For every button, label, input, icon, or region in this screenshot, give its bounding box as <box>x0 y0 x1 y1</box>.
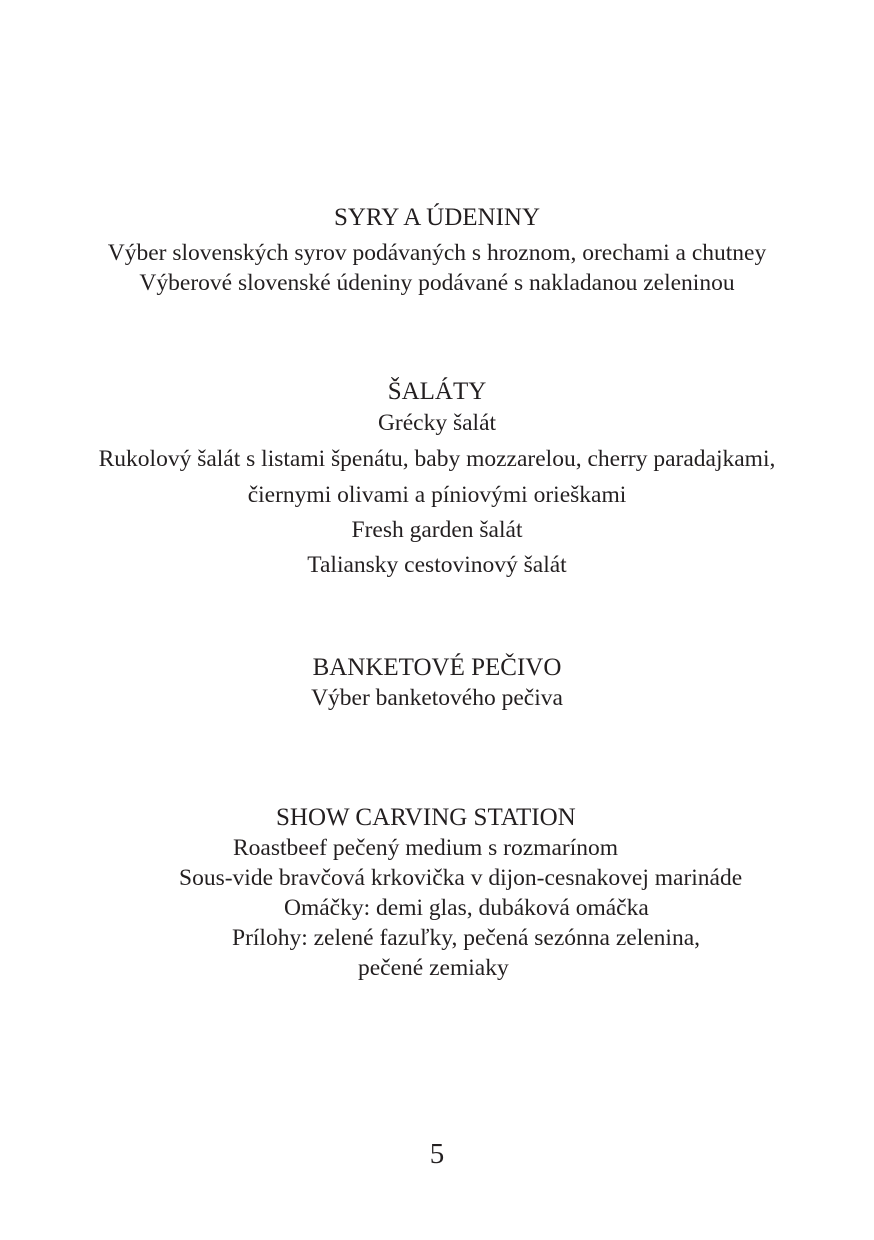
page-number: 5 <box>429 1138 445 1170</box>
section-heading-salaty: ŠALÁTY <box>387 378 487 405</box>
menu-item: Výberové slovenské údeniny podávané s nakladanou zeleninou <box>139 270 735 296</box>
menu-item: Výber banketového pečiva <box>311 685 563 711</box>
menu-item: Fresh garden šalát <box>351 517 523 543</box>
menu-item: Prílohy: zelené fazuľky, pečená sezónna zelenina, <box>232 925 701 951</box>
section-heading-syry: SYRY A ÚDENINY <box>333 204 541 231</box>
menu-item: pečené zemiaky <box>358 955 509 981</box>
menu-item: Roastbeef pečený medium s rozmarínom <box>233 835 619 861</box>
menu-item: Výber slovenských syrov podávaných s hroznom, orechami a chutney <box>107 240 767 266</box>
section-heading-show-carving-station: SHOW CARVING STATION <box>276 804 576 831</box>
menu-item: Grécky šalát <box>377 410 497 436</box>
menu-item: Sous-vide bravčová krkovička v dijon-cesnakovej marináde <box>179 865 743 891</box>
menu-item: čiernymi olivami a píniovými orieškami <box>247 482 627 508</box>
section-heading-banketove-pecivo: BANKETOVÉ PEČIVO <box>312 654 562 681</box>
menu-item: Taliansky cestovinový šalát <box>307 552 567 578</box>
menu-item: Omáčky: demi glas, dubáková omáčka <box>284 895 649 921</box>
menu-item: Rukolový šalát s listami špenátu, baby mozzarelou, cherry paradajkami, <box>98 446 776 472</box>
